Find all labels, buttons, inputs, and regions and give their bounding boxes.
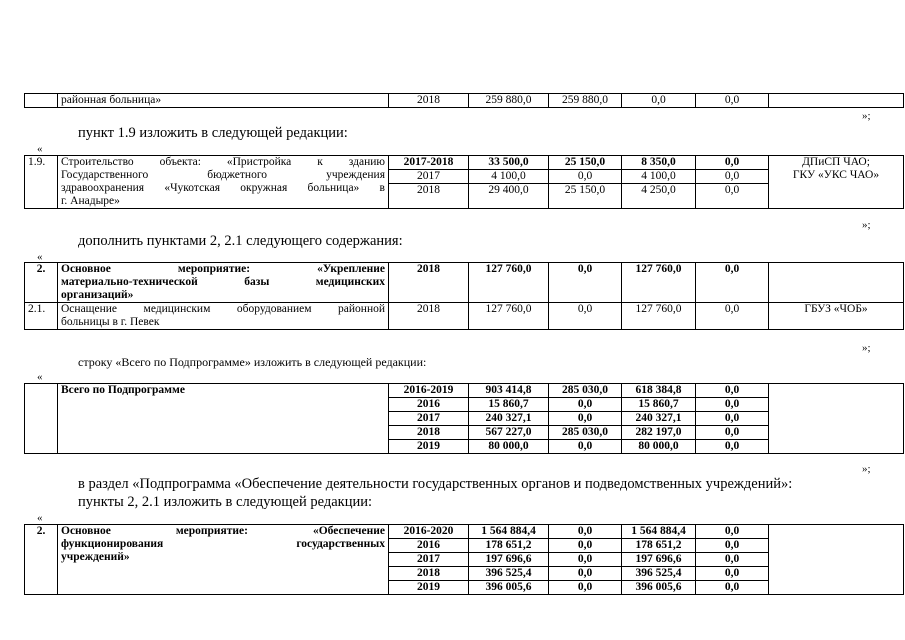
row-years [389,525,469,595]
paragraph-4: в раздел «Подпрограмма «Обеспечение деятельности государственных органов и подведомственных учреждений»: [78,476,793,492]
year: 2018 [389,183,468,197]
table-row [25,94,904,108]
row-total [469,384,549,454]
open-quote: « [37,371,43,383]
year-total: 2017-2018 [403,156,454,168]
name-line: Оснащение медицинским оборудованием районной [61,303,385,315]
name-line: Основное мероприятие: «Укрепление [61,263,385,275]
value: 0,0 [549,411,621,425]
row-regional [622,156,696,209]
table-row [25,303,904,330]
executor-line: ГКУ «УКС ЧАО» [792,169,880,181]
value: 0,0 [724,384,740,396]
row-federal [549,156,622,209]
row-total [469,525,549,595]
name-line: организаций» [61,289,134,301]
open-quote: « [37,512,43,524]
value: 282 197,0 [622,425,695,439]
row-other [696,384,769,454]
value: 178 651,2 [469,538,548,552]
row-number: 1.9. [25,156,58,209]
value: 0,0 [724,525,740,537]
value: 0,0 [549,580,621,594]
value: 0,0 [696,538,768,552]
row-regional: 127 760,0 [622,263,696,303]
table-row [25,156,904,209]
year-total: 2016-2019 [403,384,454,396]
value: 0,0 [549,397,621,411]
value: 197 696,6 [469,552,548,566]
year: 2019 [389,439,468,453]
row-regional [622,525,696,595]
table-items-2 [24,262,904,330]
name-line: Основное мероприятие: «Обеспечение [61,525,385,537]
row-years [389,156,469,209]
row-years [389,384,469,454]
name-line: здравоохранения «Чукотская окружная больница» в [61,182,385,194]
row-total [469,156,549,209]
value: 396 525,4 [622,566,695,580]
name-line: учреждений» [61,551,130,563]
year-total: 2016-2020 [403,525,454,537]
row-executor: ГБУЗ «ЧОБ» [769,303,904,330]
row-number [25,94,58,108]
value: 285 030,0 [549,425,621,439]
row-executor [769,263,904,303]
name-line: Строительство объекта: «Пристройка к зданию [61,156,385,168]
paragraph-5: пункты 2, 2.1 изложить в следующей редакции: [78,494,373,510]
value: 15 860,7 [469,397,548,411]
row-federal: 0,0 [549,303,622,330]
value: 0,0 [724,156,740,168]
row-name [58,525,389,595]
name-line: материально-технической базы медицинских [61,276,385,288]
year: 2019 [389,580,468,594]
value: 0,0 [549,169,621,183]
value: 25 150,0 [549,183,621,197]
value: 0,0 [696,439,768,453]
value: 396 005,6 [469,580,548,594]
value: 4 250,0 [622,183,695,197]
value: 0,0 [549,566,621,580]
name-line: г. Анадыре» [61,195,120,207]
value: 0,0 [549,538,621,552]
value: 178 651,2 [622,538,695,552]
row-total: 127 760,0 [469,263,549,303]
value: 240 327,1 [469,411,548,425]
value: 0,0 [696,425,768,439]
value: 0,0 [696,397,768,411]
executor-line: ДПиСП ЧАО; [802,156,870,168]
table-row [25,525,904,595]
year: 2016 [389,397,468,411]
row-executor [769,384,904,454]
end-quote: »; [862,110,871,122]
row-federal [549,525,622,595]
table-row [25,384,904,454]
year: 2018 [389,566,468,580]
value: 0,0 [549,552,621,566]
value: 8 350,0 [641,156,676,168]
row-number: 2. [25,263,58,303]
row-other: 0,0 [696,94,769,108]
table-section-item-2 [24,524,904,595]
row-year: 2018 [389,263,469,303]
value: 396 525,4 [469,566,548,580]
table-item-1-9 [24,155,904,209]
value: 0,0 [549,439,621,453]
row-federal: 0,0 [549,263,622,303]
value: 0,0 [577,525,593,537]
row-executor [769,94,904,108]
value: 0,0 [696,566,768,580]
value: 903 414,8 [485,384,532,396]
value: 618 384,8 [635,384,682,396]
open-quote: « [37,251,43,263]
end-quote: »; [862,342,871,354]
paragraph-1: пункт 1.9 изложить в следующей редакции: [78,125,348,141]
table-total [24,383,904,454]
value: 0,0 [696,552,768,566]
value: 4 100,0 [622,169,695,183]
value: 15 860,7 [622,397,695,411]
name-line: Государственного бюджетного учреждения [61,169,385,181]
row-regional: 0,0 [622,94,696,108]
year: 2016 [389,538,468,552]
paragraph-2: дополнить пунктами 2, 2.1 следующего содержания: [78,233,403,249]
value: 0,0 [696,183,768,197]
end-quote: »; [862,219,871,231]
row-regional: 127 760,0 [622,303,696,330]
value: 0,0 [696,411,768,425]
row-number: 2. [25,525,58,595]
row-other: 0,0 [696,303,769,330]
value: 80 000,0 [469,439,548,453]
row-regional [622,384,696,454]
value: 1 564 884,4 [631,525,686,537]
value: 0,0 [696,580,768,594]
row-total: 127 760,0 [469,303,549,330]
row-federal: 259 880,0 [549,94,622,108]
value: 285 030,0 [562,384,608,396]
row-number [25,384,58,454]
row-year: 2018 [389,94,469,108]
row-executor [769,525,904,595]
end-quote: »; [862,463,871,475]
row-other [696,156,769,209]
row-other [696,525,769,595]
row-name [58,263,389,303]
value: 240 327,1 [622,411,695,425]
row-federal [549,384,622,454]
row-executor [769,156,904,209]
year: 2017 [389,411,468,425]
row-total: 259 880,0 [469,94,549,108]
paragraph-3: строку «Всего по Подпрограмме» изложить в следующей редакции: [78,355,427,369]
table-row [25,263,904,303]
row-name [58,303,389,330]
value: 197 696,6 [622,552,695,566]
name-line: больницы в г. Певек [61,316,160,328]
value: 33 500,0 [488,156,529,168]
year: 2017 [389,169,468,183]
value: 4 100,0 [469,169,548,183]
value: 0,0 [696,169,768,183]
row-other: 0,0 [696,263,769,303]
open-quote: « [37,143,43,155]
value: 567 227,0 [469,425,548,439]
value: 80 000,0 [622,439,695,453]
table-continuation [24,93,904,108]
value: 25 150,0 [564,156,606,168]
year: 2017 [389,552,468,566]
row-name [58,156,389,209]
row-year: 2018 [389,303,469,330]
name-line: функционирования государственных [61,538,385,550]
value: 29 400,0 [469,183,548,197]
value: 396 005,6 [622,580,695,594]
value: 1 564 884,4 [481,525,536,537]
row-name: районная больница» [58,94,389,108]
row-name: Всего по Подпрограмме [58,384,389,454]
row-number: 2.1. [25,303,58,330]
year: 2018 [389,425,468,439]
